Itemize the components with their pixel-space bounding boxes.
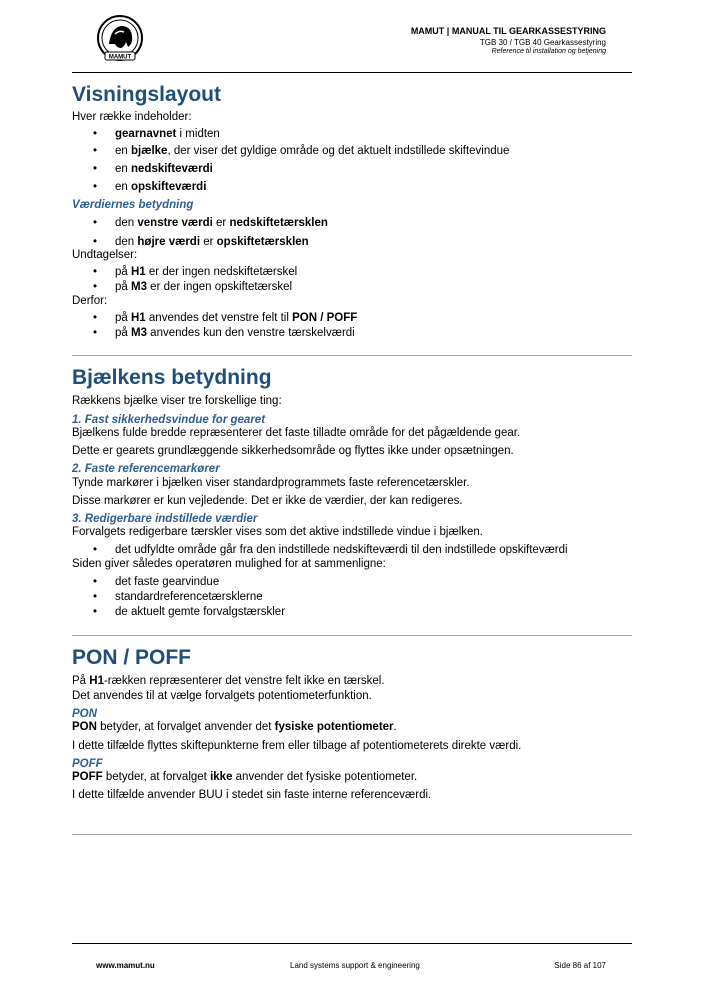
footer-tagline: Land systems support & engineering bbox=[290, 961, 420, 970]
footer-page-number: Side 86 af 107 bbox=[554, 961, 606, 970]
paragraph: Siden giver således operatøren mulighed for at sammenligne: bbox=[72, 557, 386, 570]
paragraph: Disse markører er kun vejledende. Det er ikke de værdier, der kan redigeres. bbox=[72, 494, 463, 507]
footer-website-link[interactable]: www.mamut.nu bbox=[96, 961, 155, 970]
section-divider bbox=[72, 635, 632, 636]
list-item: • en opskifteværdi bbox=[72, 181, 632, 194]
paragraph: Undtagelser: bbox=[72, 248, 138, 261]
bullet-list bbox=[72, 217, 632, 249]
header-title: MAMUT | MANUAL TIL GEARKASSESTYRING bbox=[410, 26, 606, 36]
paragraph: Hver række indeholder: bbox=[72, 111, 192, 124]
section-title-visningslayout: Visningslayout bbox=[72, 83, 221, 106]
section-divider bbox=[72, 355, 632, 356]
header-divider bbox=[72, 72, 632, 73]
section-title-pon-poff: PON / POFF bbox=[72, 645, 192, 669]
bullet-list bbox=[72, 576, 632, 620]
list-item: • standardreferencetærsklerne bbox=[72, 591, 632, 604]
svg-text:MAMUT: MAMUT bbox=[108, 54, 132, 61]
paragraph: I dette tilfælde flyttes skiftepunkterne frem eller tilbage af potentiometerets direkte værdi. bbox=[72, 739, 522, 752]
paragraph: Dette er gearets grundlæggende sikkerhedsområde og flyttes ikke under opsætningen. bbox=[72, 445, 514, 458]
paragraph: Forvalgets redigerbare tærskler vises som det aktive indstillede vindue i bjælken. bbox=[72, 526, 483, 539]
list-item: • en bjælke, der viser det gyldige område og det aktuelt indstillede skiftevindue bbox=[72, 145, 632, 158]
list-item: • det udfyldte område går fra den indstillede nedskifteværdi til den indstillede opskifteværdi bbox=[72, 544, 632, 557]
subheading: Værdiernes betydning bbox=[72, 199, 194, 212]
header-reference: Reference til installation og betjening bbox=[491, 48, 606, 55]
paragraph: Bjælkens fulde bredde repræsenterer det faste tilladte område for det pågældende gear. bbox=[72, 426, 521, 439]
list-item: • på H1 er der ingen nedskiftetærskel bbox=[72, 266, 632, 279]
list-item: • på M3 anvendes kun den venstre tærskelværdi bbox=[72, 327, 632, 340]
bullet-list bbox=[72, 266, 632, 294]
company-logo bbox=[95, 14, 145, 64]
paragraph: Rækkens bjælke viser tre forskellige ting: bbox=[72, 395, 282, 408]
subheading: PON bbox=[72, 708, 97, 721]
list-item: • på H1 anvendes det venstre felt til PON / POFF bbox=[72, 312, 632, 325]
page-content bbox=[72, 82, 632, 835]
bullet-list bbox=[72, 128, 632, 194]
paragraph: PON betyder, at forvalget anvender det fysiske potentiometer. bbox=[72, 721, 397, 734]
list-item: • gearnavnet i midten bbox=[72, 128, 632, 141]
subheading: 3. Redigerbare indstillede værdier bbox=[72, 512, 258, 525]
paragraph: POFF betyder, at forvalget ikke anvender det fysiske potentiometer. bbox=[72, 771, 418, 783]
list-item: • den venstre værdi er nedskiftetærsklen bbox=[72, 217, 632, 230]
paragraph: Tynde markører i bjælken viser standardprogrammets faste referencetærskler. bbox=[72, 476, 470, 489]
footer-divider bbox=[72, 943, 632, 944]
paragraph: I dette tilfælde anvender BUU i stedet sin faste interne referenceværdi. bbox=[72, 789, 432, 802]
list-item: • en nedskifteværdi bbox=[72, 163, 632, 176]
bullet-list bbox=[72, 312, 632, 340]
list-item: • på M3 er der ingen opskiftetærskel bbox=[72, 281, 632, 294]
header-subtitle: TGB 30 / TGB 40 Gearkassestyring bbox=[479, 38, 606, 47]
list-item: • det faste gearvindue bbox=[72, 576, 632, 589]
paragraph: Derfor: bbox=[72, 294, 108, 307]
subheading: 1. Fast sikkerhedsvindue for gearet bbox=[72, 413, 266, 426]
subheading: 2. Faste referencemarkører bbox=[72, 463, 220, 476]
subheading: POFF bbox=[72, 757, 103, 770]
paragraph: Det anvendes til at vælge forvalgets potentiometerfunktion. bbox=[72, 689, 372, 702]
section-title-bjaelkens-betydning: Bjælkens betydning bbox=[72, 366, 272, 390]
paragraph: På H1-rækken repræsenterer det venstre felt ikke en tærskel. bbox=[72, 674, 385, 687]
bullet-list bbox=[72, 544, 632, 557]
list-item: • den højre værdi er opskiftetærsklen bbox=[72, 236, 632, 249]
section-divider bbox=[72, 834, 632, 835]
list-item: • de aktuelt gemte forvalgstærskler bbox=[72, 606, 632, 619]
